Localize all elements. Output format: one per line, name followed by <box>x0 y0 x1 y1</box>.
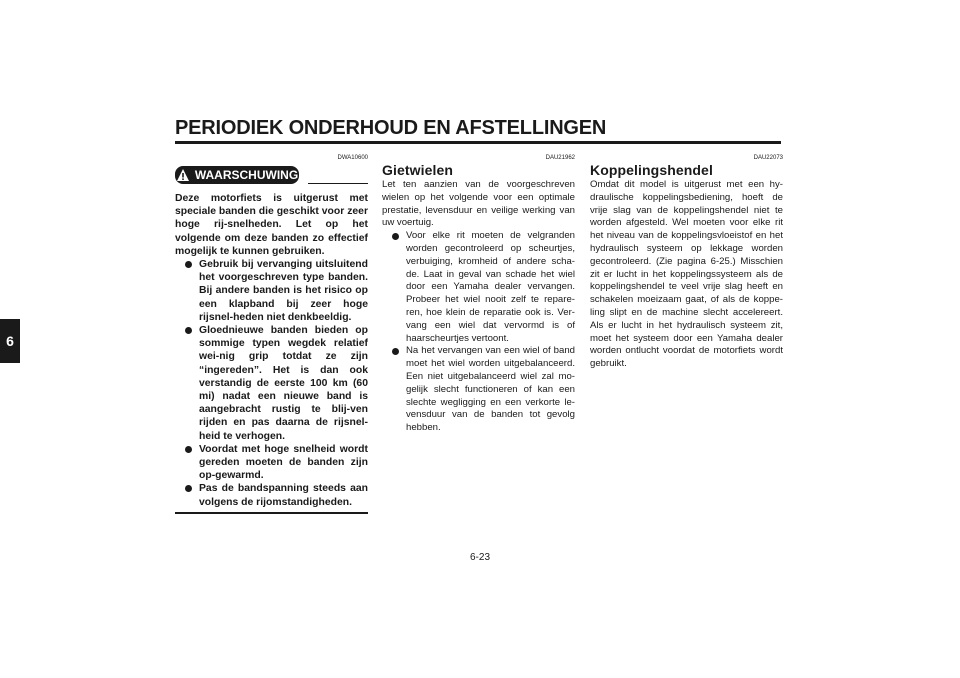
list-item-text: Pas de bandspanning steeds aan volgens de rijomstandigheden. <box>199 483 368 508</box>
bullet-icon <box>392 233 399 240</box>
page-header-title: PERIODIEK ONDERHOUD EN AFSTELLINGEN <box>175 117 607 139</box>
warning-header <box>175 166 368 186</box>
bullet-icon <box>185 261 192 268</box>
list-item <box>175 258 368 324</box>
list-item-text: Gebruik bij vervanging uitsluitend het voorgeschreven type banden. Bij andere banden is het risico op een klapband bij zeer hoge rijsnel-heden niet denkbeeldig. <box>199 259 368 323</box>
clutch-code: DAU22073 <box>753 155 783 161</box>
warning-badge <box>175 166 299 184</box>
wheels-list <box>382 230 575 435</box>
clutch-title: Koppelingshendel <box>590 162 713 178</box>
list-item <box>382 230 575 345</box>
bullet-icon <box>185 485 192 492</box>
warning-column <box>175 148 368 514</box>
warning-end-rule <box>175 512 368 514</box>
page-number: 6-23 <box>469 552 490 563</box>
list-item-text: Gloednieuwe banden bieden op sommige typen wegdek relatief wei-nig grip totdat ze zijn “ingereden”. Het is dan ook verstandig de eerste 100 km (60 mi) nadat een nieuwe band is aangebracht rustig te blij-ven rijden en pas daarna de rijsnel-heid te verhogen. <box>199 325 368 442</box>
wheels-title: Gietwielen <box>382 162 454 178</box>
list-item <box>382 345 575 435</box>
chapter-tab: 6 <box>0 319 20 363</box>
header-rule <box>175 141 781 144</box>
list-item-text: Na het vervangen van een wiel of band moet het wiel worden uitgebalanceerd. Een niet uitgebalanceerd wiel zal mo-gelijk slecht functioneren of kan een slechte wegligging en een verkorte le-vensduur van de banden tot gevolg hebben. <box>406 345 575 434</box>
list-item <box>175 324 368 443</box>
wheels-intro: Let ten aanzien van de voorgeschreven wielen op het volgende voor een optimale prestatie, levensduur en veilige werking van uw voertuig. <box>382 179 575 229</box>
list-item <box>175 443 368 483</box>
list-item-text: Voordat met hoge snelheid wordt gereden moeten de banden zijn op-gewarmd. <box>199 443 368 482</box>
warning-body <box>175 192 368 509</box>
bullet-icon <box>185 327 192 334</box>
list-item-text: Voor elke rit moeten de velgranden worden gecontroleerd op scheurtjes, verbuiging, kromheid of andere scha-de. Laat in geval van schade het wiel door een Yamaha dealer vervangen. Probeer het wiel nooit zelf te repare-ren, hoe klein de reparatie ook is. Ver-vang een wiel dat vervormd is of haarscheurtjes vertoont. <box>406 230 575 344</box>
warning-code: DWA10600 <box>337 155 368 161</box>
warning-list <box>175 258 368 509</box>
clutch-section <box>590 148 783 371</box>
warning-header-rule <box>308 183 368 184</box>
bullet-icon <box>185 446 192 453</box>
warning-intro: Deze motorfiets is uitgerust met speciale banden die geschikt voor zeer hoge rij-snelheden. Let op het volgende om deze banden zo effectief mogelijk te kunnen gebruiken. <box>175 193 368 257</box>
warning-badge-label: WAARSCHUWING <box>194 168 299 182</box>
wheels-code: DAU21962 <box>545 155 575 161</box>
wheels-section <box>382 148 575 435</box>
list-item <box>175 482 368 508</box>
wheels-body <box>382 179 575 435</box>
clutch-text: Omdat dit model is uitgerust met een hy-draulische koppelingsbediening, hoeft de vrije slag van de koppelingshendel niet te worden afgesteld. Wel moeten voor elke rit het niveau van de koppelingsvloeistof en het hydraulisch systeem op lekkage worden gecontroleerd. (Zie pagina 6-25.) Misschien zit er lucht in het koppelingssysteem als de koppelingshendel te veel vrije slag heeft en schakelen moeizaam gaat, of als de koppe-ling slipt en de machine slecht accelereert. Als er lucht in het hydraulisch systeem zit, moet het systeem door een Yamaha dealer worden ontlucht voordat de motorfiets wordt gebruikt. <box>590 179 783 370</box>
bullet-icon <box>392 348 399 355</box>
warning-triangle-icon <box>176 168 190 182</box>
